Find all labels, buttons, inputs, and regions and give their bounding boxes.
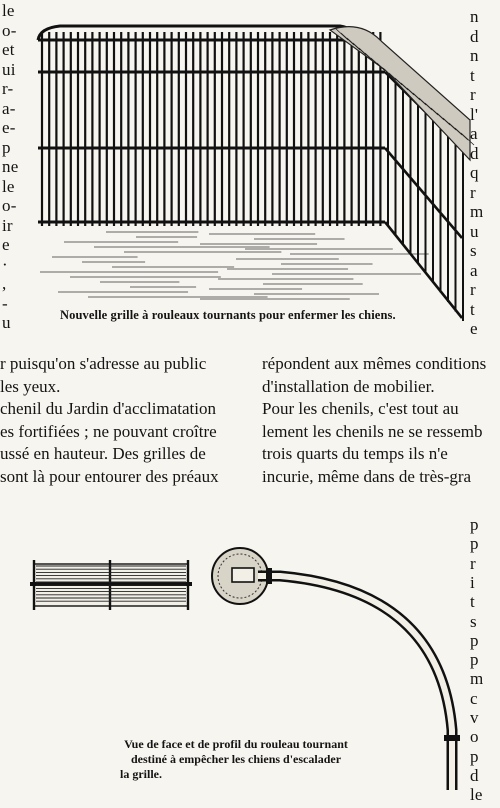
left-margin-fragment: ,	[2, 274, 7, 293]
figure2-caption-line: Vue de face et de profil du rouleau tournant	[124, 737, 348, 751]
left-column-line: r puisqu'on s'adresse au public	[0, 354, 207, 373]
left-margin-fragment: ne	[2, 157, 19, 176]
right-margin-fragment: p	[470, 650, 479, 670]
right-margin-fragment: a	[470, 124, 478, 143]
right-margin-fragment: d	[470, 26, 479, 46]
left-column-line: ussé en hauteur. Des grilles de	[0, 444, 206, 463]
right-margin-fragment: v	[470, 708, 479, 727]
right-margin-fragment: s	[470, 241, 477, 260]
right-margin-fragment: le	[470, 785, 483, 805]
right-margin-fragment: p	[470, 746, 479, 766]
right-margin-fragment: r	[470, 182, 476, 202]
left-margin-fragment: ui	[2, 59, 16, 79]
right-margin-fragment: n	[470, 46, 479, 65]
right-margin-fragment: u	[470, 221, 479, 241]
left-margin-fragment: e	[2, 235, 10, 254]
left-margin-fragment: p	[2, 137, 11, 157]
left-column-line: les yeux.	[0, 376, 61, 396]
right-margin-fragment: d	[470, 765, 479, 785]
right-margin-fragment: d	[470, 143, 479, 163]
figure2-caption	[86, 737, 386, 782]
right-column-line: d'installation de mobilier.	[262, 376, 435, 396]
right-margin-fragment: o	[470, 727, 479, 747]
figure2-caption-line: destiné à empêcher les chiens d'escalader	[130, 752, 342, 766]
right-margin-fragment: r	[470, 280, 476, 299]
right-margin-fragment: t	[470, 299, 475, 319]
right-margin-fragment: r	[470, 553, 476, 573]
right-column-line: répondent aux mêmes conditions	[262, 354, 487, 373]
left-margin-fragment: r-	[2, 79, 14, 98]
left-margin-fragment: u	[2, 313, 11, 332]
left-margin-fragment: le	[2, 176, 15, 196]
right-column-line: trois quarts du temps ils n'e	[262, 444, 448, 463]
left-margin-fragment: e-	[2, 118, 16, 137]
left-margin-fragment: et	[2, 40, 15, 59]
right-margin-fragment: n	[470, 7, 479, 26]
figure2-caption-line: la grille.	[120, 767, 162, 781]
right-margin-fragment: t	[470, 592, 475, 612]
right-margin-fragment: e	[470, 319, 478, 338]
right-margin-fragment: q	[470, 163, 479, 182]
right-column-line: lement les chenils ne se ressemb	[262, 421, 483, 441]
left-column-line: sont là pour entourer des préaux	[0, 466, 219, 486]
left-margin-fragment: le	[2, 1, 15, 20]
right-margin-fragment: l'	[470, 104, 479, 124]
right-margin-fragment: m	[470, 669, 484, 689]
right-margin-fragment: p	[470, 515, 479, 534]
right-margin-fragment: i	[470, 572, 475, 592]
right-margin-fragment: s	[470, 611, 477, 631]
right-margin-fragment: t	[470, 65, 475, 85]
right-column-line: incurie, même dans de très-gra	[262, 466, 472, 486]
right-column-line: Pour les chenils, c'est tout au	[262, 399, 459, 418]
right-margin-fragment: p	[470, 534, 479, 554]
right-margin-fragment: c	[470, 688, 478, 708]
left-margin-fragment: ir	[2, 215, 13, 235]
left-margin-fragment: ·	[2, 254, 8, 274]
right-margin-fragment: a	[470, 260, 478, 280]
left-margin-fragment: o-	[2, 20, 17, 40]
left-column-line: chenil du Jardin d'acclimatation	[0, 399, 216, 418]
left-margin-fragment: o-	[2, 196, 17, 215]
figure1-caption: Nouvelle grille à rouleaux tournants pour enfermer les chiens.	[60, 308, 396, 322]
right-margin-fragment: m	[470, 202, 484, 221]
left-margin-fragment: a-	[2, 98, 16, 118]
right-margin-fragment: p	[470, 630, 479, 650]
right-margin-fragment: r	[470, 85, 476, 104]
left-margin-fragment: -	[2, 293, 8, 313]
left-column-line: es fortifiées ; ne pouvant croître	[0, 421, 217, 441]
